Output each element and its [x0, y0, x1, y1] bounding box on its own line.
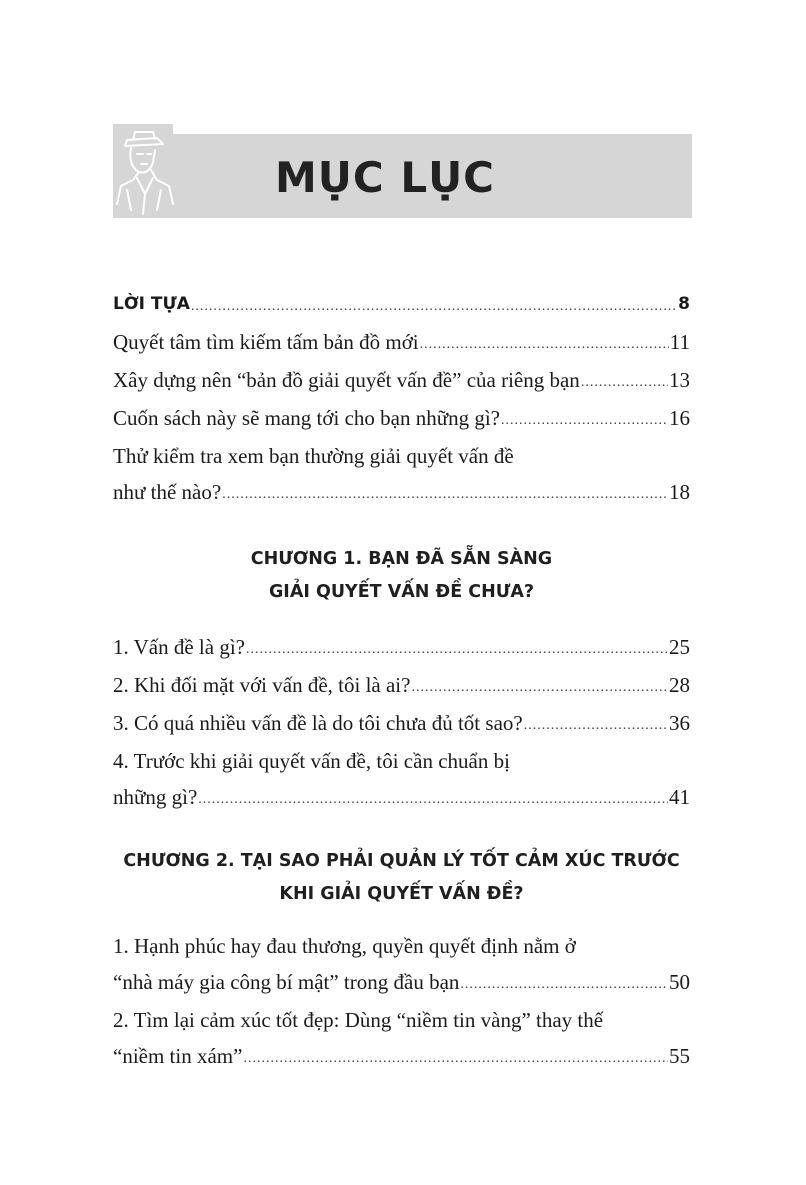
toc-entry[interactable]	[113, 324, 690, 360]
toc-entry-title: như thế nào?	[113, 480, 222, 504]
dot-leader	[411, 673, 668, 703]
dot-leader	[420, 330, 669, 360]
chapter-heading-line: CHƯƠNG 1. BẠN ĐÃ SẴN SÀNG	[250, 549, 553, 569]
toc-entry-title: “niềm tin xám”	[113, 1044, 243, 1068]
chapter-2-heading	[113, 845, 690, 911]
chapter-heading-line: CHƯƠNG 2. TẠI SAO PHẢI QUẢN LÝ TỐT CẢM XÚC TRƯỚC	[123, 851, 680, 871]
dot-leader	[501, 406, 668, 436]
toc-entry-title: 2. Khi đối mặt với vấn đề, tôi là ai?	[113, 673, 411, 697]
toc-entry-page: 25	[669, 635, 690, 659]
toc-entry-multiline[interactable]	[113, 438, 690, 510]
toc-entry-page: 41	[669, 785, 690, 809]
detective-silhouette-icon	[113, 124, 175, 218]
chapter-heading-line: KHI GIẢI QUYẾT VẤN ĐỀ?	[279, 884, 524, 904]
toc-entry-page: 13	[669, 368, 690, 392]
toc-entry-page: 55	[669, 1044, 690, 1068]
toc-entry-page: 11	[669, 330, 690, 354]
toc-entry-first-line: Thử kiểm tra xem bạn thường giải quyết vấn đề	[113, 444, 514, 468]
chapter-heading-line: GIẢI QUYẾT VẤN ĐỀ CHƯA?	[268, 582, 535, 602]
toc-entry-title: “nhà máy gia công bí mật” trong đầu bạn	[113, 970, 460, 994]
toc-entry-first-line: 4. Trước khi giải quyết vấn đề, tôi cần chuẩn bị	[113, 749, 510, 773]
toc-entry-title: 3. Có quá nhiều vấn đề là do tôi chưa đủ tốt sao?	[113, 711, 523, 735]
toc-entry-page: 16	[669, 406, 690, 430]
dot-leader	[460, 970, 668, 1000]
dot-leader	[191, 292, 677, 322]
chapter-1-heading	[113, 543, 690, 609]
toc-heading-title: LỜI TỰA	[113, 294, 190, 314]
toc-heading-page: 8	[678, 294, 690, 314]
dot-leader	[581, 368, 668, 398]
toc-section-preface	[113, 286, 690, 512]
toc-section-chapter-1	[113, 629, 690, 817]
toc-entry-page: 36	[669, 711, 690, 735]
toc-entry-first-line: 2. Tìm lại cảm xúc tốt đẹp: Dùng “niềm tin vàng” thay thế	[113, 1008, 604, 1032]
toc-entry-multiline[interactable]	[113, 1002, 690, 1074]
toc-entry-multiline[interactable]	[113, 928, 690, 1000]
toc-entry-title: những gì?	[113, 785, 198, 809]
toc-entry-first-line: 1. Hạnh phúc hay đau thương, quyền quyết định nằm ở	[113, 934, 576, 958]
toc-entry-page: 50	[669, 970, 690, 994]
dot-leader	[222, 480, 668, 510]
toc-entry[interactable]	[113, 667, 690, 703]
toc-entry[interactable]	[113, 400, 690, 436]
toc-entry-page: 28	[669, 673, 690, 697]
toc-entry[interactable]	[113, 705, 690, 741]
toc-section-chapter-2	[113, 928, 690, 1076]
toc-entry[interactable]	[113, 362, 690, 398]
toc-heading-row[interactable]	[113, 286, 690, 322]
dot-leader	[198, 785, 668, 815]
toc-entry-page: 18	[669, 480, 690, 504]
toc-entry-title: Xây dựng nên “bản đồ giải quyết vấn đề” của riêng bạn	[113, 368, 580, 392]
dot-leader	[246, 635, 668, 665]
toc-entry-title: Cuốn sách này sẽ mang tới cho bạn những gì?	[113, 406, 500, 430]
toc-entry[interactable]	[113, 629, 690, 665]
toc-entry-title: Quyết tâm tìm kiếm tấm bản đồ mới	[113, 330, 419, 354]
toc-entry-multiline[interactable]	[113, 743, 690, 815]
page-title: MỤC LỤC	[274, 153, 496, 202]
dot-leader	[524, 711, 668, 741]
toc-entry-title: 1. Vấn đề là gì?	[113, 635, 245, 659]
dot-leader	[243, 1044, 668, 1074]
